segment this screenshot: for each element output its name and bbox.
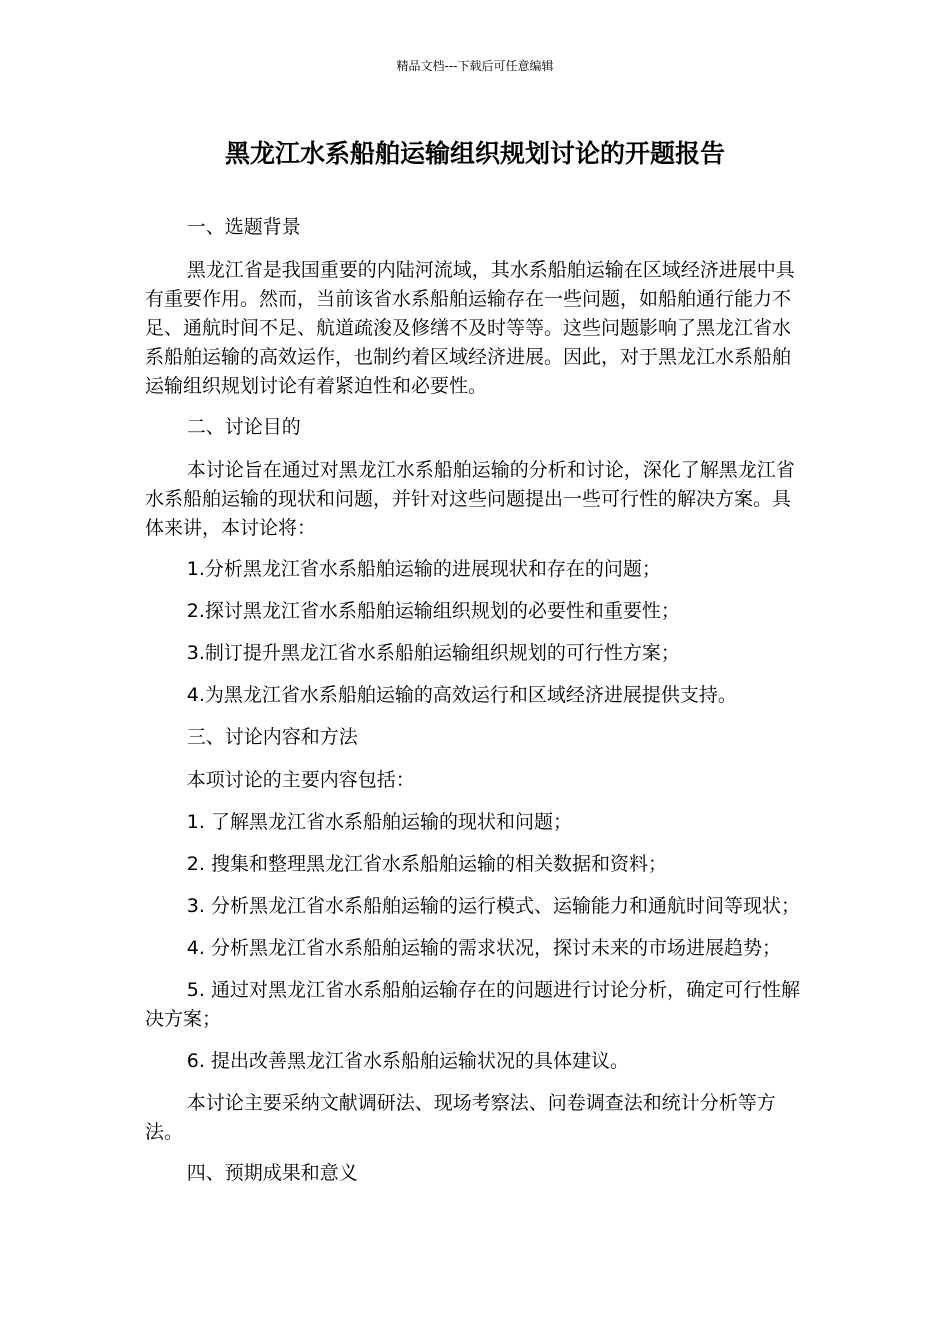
- purpose-paragraph: 本讨论旨在通过对黑龙江水系船舶运输的分析和讨论，深化了解黑龙江省水系船舶运输的现状和问题，并针对这些问题提出一些可行性的解决方案。具体来讲，本讨论将：: [145, 459, 795, 539]
- section-heading-content-methods: 三、讨论内容和方法: [186, 726, 358, 748]
- purpose-list-item: 4.为黑龙江省水系船舶运输的高效运行和区域经济进展提供支持。: [186, 684, 737, 706]
- background-paragraph: 黑龙江省是我国重要的内陆河流域，其水系船舶运输在区域经济进展中具有重要作用。然而，当前该省水系船舶运输存在一些问题，如船舶通行能力不足、通航时间不足、航道疏浚及修缮不及时等等。这些问题影响了黑龙江省水系船舶运输的高效运作，也制约着区域经济进展。因此，对于黑龙江水系船舶运输组织规划讨论有着紧迫性和必要性。: [145, 259, 795, 397]
- methods-paragraph: 本讨论主要采纳文献调研法、现场考察法、问卷调查法和统计分析等方法。: [145, 1092, 776, 1143]
- purpose-list-item: 1.分析黑龙江省水系船舶运输的进展现状和存在的问题；: [186, 558, 661, 580]
- document-title: 黑龙江水系船舶运输组织规划讨论的开题报告: [224, 139, 725, 168]
- content-list-item: 4. 分析黑龙江省水系船舶运输的需求状况，探讨未来的市场进展趋势；: [186, 937, 781, 959]
- document-body: [145, 213, 800, 1202]
- content-list-item: 5. 通过对黑龙江省水系船舶运输存在的问题进行讨论分析，确定可行性解决方案；: [145, 979, 800, 1030]
- content-list-item: 3. 分析黑龙江省水系船舶运输的运行模式、运输能力和通航时间等现状；: [186, 895, 800, 917]
- page-header-note: 精品文档---下载后可任意编辑: [396, 59, 554, 73]
- content-list-item: 6. 提出改善黑龙江省水系船舶运输状况的具体建议。: [186, 1050, 629, 1072]
- content-intro: 本项讨论的主要内容包括：: [186, 769, 415, 791]
- purpose-list-item: 3.制订提升黑龙江省水系船舶运输组织规划的可行性方案；: [186, 642, 680, 664]
- section-heading-outcomes: 四、预期成果和意义: [186, 1162, 358, 1184]
- section-heading-purpose: 二、讨论目的: [186, 416, 301, 438]
- purpose-list-item: 2.探讨黑龙江省水系船舶运输组织规划的必要性和重要性；: [186, 600, 680, 622]
- content-list-item: 1. 了解黑龙江省水系船舶运输的现状和问题；: [186, 811, 572, 833]
- content-list-item: 2. 搜集和整理黑龙江省水系船舶运输的相关数据和资料；: [186, 853, 667, 875]
- section-heading-background: 一、选题背景: [186, 216, 301, 238]
